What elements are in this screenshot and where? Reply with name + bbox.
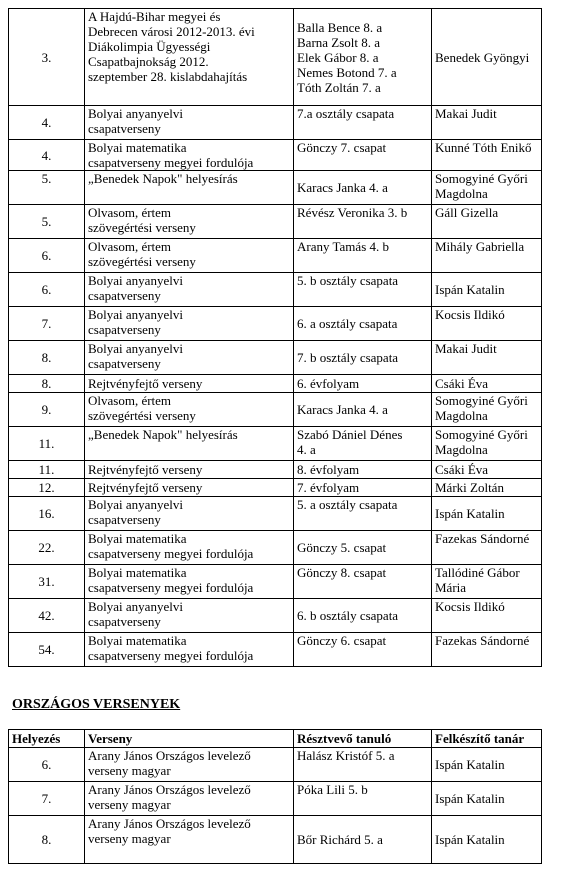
student-line: Gönczy 5. csapat <box>297 540 387 555</box>
cell-teacher <box>432 461 542 479</box>
cell-place: 8. <box>9 816 85 864</box>
cell-teacher <box>432 273 542 307</box>
cell-teacher <box>432 140 542 171</box>
competition-line: Bolyai anyanyelvi <box>88 273 183 288</box>
student-line: Karacs Janka 4. a <box>297 180 388 195</box>
table-row <box>9 633 542 667</box>
cell-teacher <box>432 633 542 667</box>
table-row <box>9 9 542 106</box>
cell-place: 5. <box>9 171 85 205</box>
cell-student <box>294 599 432 633</box>
cell-student <box>294 9 432 106</box>
header-competition: Verseny <box>85 730 294 748</box>
cell-place: 5. <box>9 205 85 239</box>
cell-competition <box>85 748 294 782</box>
teacher-line: Csáki Éva <box>435 462 489 477</box>
cell-competition <box>85 375 294 393</box>
competition-line: Csapatbajnokság 2012. <box>88 54 209 69</box>
cell-teacher <box>432 565 542 599</box>
student-line: Halász Kristóf 5. a <box>297 748 395 763</box>
competition-line: „Benedek Napok" helyesírás <box>88 171 238 186</box>
cell-place: 11. <box>9 427 85 461</box>
cell-place: 54. <box>9 633 85 667</box>
student-line: Arany Tamás 4. b <box>297 239 389 254</box>
cell-place: 16. <box>9 497 85 531</box>
cell-student <box>294 239 432 273</box>
cell-competition <box>85 393 294 427</box>
competition-line: Bolyai matematika <box>88 565 187 580</box>
header-teacher: Felkészítő tanár <box>432 730 542 748</box>
cell-teacher <box>432 782 542 816</box>
teacher-line: Ispán Katalin <box>435 757 505 772</box>
teacher-line: Makai Judit <box>435 106 497 121</box>
table-header-row <box>9 730 542 748</box>
cell-place: 22. <box>9 531 85 565</box>
header-place: Helyezés <box>9 730 85 748</box>
cell-student <box>294 633 432 667</box>
competition-line: Olvasom, értem <box>88 239 172 254</box>
cell-place: 7. <box>9 307 85 341</box>
competition-line: verseny magyar <box>88 831 171 846</box>
table-row <box>9 479 542 497</box>
cell-teacher <box>432 816 542 864</box>
cell-teacher <box>432 375 542 393</box>
competition-line: csapatverseny <box>88 614 161 629</box>
table-row <box>9 565 542 599</box>
cell-place: 8. <box>9 341 85 375</box>
student-line: 5. b osztály csapata <box>297 273 399 288</box>
cell-competition <box>85 239 294 273</box>
competition-line: csapatverseny megyei fordulója <box>88 580 254 595</box>
cell-place: 31. <box>9 565 85 599</box>
cell-competition <box>85 633 294 667</box>
teacher-line: Gáll Gizella <box>435 205 499 220</box>
cell-competition <box>85 140 294 171</box>
header-student: Résztvevő tanuló <box>294 730 432 748</box>
teacher-line: Magdolna <box>435 186 488 201</box>
table-row <box>9 427 542 461</box>
competition-line: csapatverseny megyei fordulója <box>88 648 254 663</box>
competition-line: szövegértési verseny <box>88 408 196 423</box>
cell-place: 12. <box>9 479 85 497</box>
cell-teacher <box>432 599 542 633</box>
cell-student <box>294 497 432 531</box>
cell-student <box>294 205 432 239</box>
competition-line: Arany János Országos levelező <box>88 782 251 797</box>
table-row <box>9 239 542 273</box>
student-line: 7. b osztály csapata <box>297 350 399 365</box>
competition-line: szövegértési verseny <box>88 220 196 235</box>
table-row <box>9 497 542 531</box>
teacher-line: Tallódiné Gábor <box>435 565 520 580</box>
cell-competition <box>85 171 294 205</box>
competition-line: szeptember 28. kislabdahajítás <box>88 69 248 84</box>
teacher-line: Fazekas Sándorné <box>435 531 530 546</box>
student-line: 8. évfolyam <box>297 462 360 477</box>
table-row <box>9 531 542 565</box>
competition-line: csapatverseny <box>88 288 161 303</box>
competition-line: Diákolimpia Ügyességi <box>88 39 211 54</box>
table-row <box>9 748 542 782</box>
student-line: 4. a <box>297 442 316 457</box>
cell-teacher <box>432 9 542 106</box>
teacher-line: Ispán Katalin <box>435 506 505 521</box>
competition-line: Bolyai anyanyelvi <box>88 341 183 356</box>
student-line: Szabó Dániel Dénes <box>297 427 403 442</box>
cell-competition <box>85 9 294 106</box>
teacher-line: Benedek Gyöngyi <box>435 49 530 65</box>
cell-place: 6. <box>9 239 85 273</box>
competition-line: csapatverseny <box>88 121 161 136</box>
teacher-line: Magdolna <box>435 442 488 457</box>
competition-line: Debrecen városi 2012-2013. évi <box>88 24 255 39</box>
cell-competition <box>85 461 294 479</box>
cell-student <box>294 816 432 864</box>
cell-student <box>294 106 432 140</box>
competition-line: Rejtvényfejtő verseny <box>88 462 203 477</box>
cell-competition <box>85 599 294 633</box>
national-table-body <box>9 748 542 864</box>
cell-competition <box>85 531 294 565</box>
cell-place: 42. <box>9 599 85 633</box>
table-row <box>9 341 542 375</box>
cell-competition <box>85 782 294 816</box>
table-row <box>9 393 542 427</box>
teacher-line: Ispán Katalin <box>435 791 505 806</box>
cell-student <box>294 748 432 782</box>
student-line: Gönczy 7. csapat <box>297 140 387 155</box>
cell-teacher <box>432 106 542 140</box>
competition-line: Olvasom, értem <box>88 393 172 408</box>
cell-teacher <box>432 427 542 461</box>
teacher-line: Somogyiné Győri <box>435 393 528 408</box>
table-row <box>9 171 542 205</box>
teacher-line: Makai Judit <box>435 341 497 356</box>
student-line: Karacs Janka 4. a <box>297 402 388 417</box>
teacher-line: Kunné Tóth Enikő <box>435 140 532 155</box>
cell-teacher <box>432 497 542 531</box>
competition-line: Rejtvényfejtő verseny <box>88 480 203 495</box>
cell-teacher <box>432 479 542 497</box>
cell-competition <box>85 106 294 140</box>
table-row <box>9 140 542 171</box>
competition-line: A Hajdú-Bihar megyei és <box>88 9 221 24</box>
cell-place: 6. <box>9 748 85 782</box>
student-line: Nemes Botond 7. a <box>297 64 397 80</box>
cell-student <box>294 140 432 171</box>
competition-line: csapatverseny <box>88 322 161 337</box>
results-table <box>8 8 542 667</box>
cell-teacher <box>432 341 542 375</box>
cell-student <box>294 341 432 375</box>
teacher-line: Márki Zoltán <box>435 480 504 495</box>
cell-student <box>294 479 432 497</box>
cell-student <box>294 307 432 341</box>
competition-line: Olvasom, értem <box>88 205 172 220</box>
student-line: 6. évfolyam <box>297 376 360 391</box>
table-row <box>9 461 542 479</box>
competition-line: Bolyai anyanyelvi <box>88 307 183 322</box>
cell-place: 4. <box>9 106 85 140</box>
competition-line: verseny magyar <box>88 797 171 812</box>
table-row <box>9 599 542 633</box>
table-row <box>9 307 542 341</box>
cell-student <box>294 782 432 816</box>
competition-line: szövegértési verseny <box>88 254 196 269</box>
teacher-line: Somogyiné Győri <box>435 171 528 186</box>
table-row <box>9 782 542 816</box>
student-line: Póka Lili 5. b <box>297 782 368 797</box>
cell-teacher <box>432 393 542 427</box>
student-line: Balla Bence 8. a <box>297 19 383 35</box>
cell-competition <box>85 479 294 497</box>
table-row <box>9 205 542 239</box>
cell-place: 8. <box>9 375 85 393</box>
cell-student <box>294 171 432 205</box>
student-line: 5. a osztály csapata <box>297 497 398 512</box>
cell-teacher <box>432 531 542 565</box>
cell-student <box>294 273 432 307</box>
teacher-line: Magdolna <box>435 408 488 423</box>
cell-teacher <box>432 205 542 239</box>
table-row <box>9 816 542 864</box>
teacher-line: Kocsis Ildikó <box>435 599 505 614</box>
competition-line: Bolyai anyanyelvi <box>88 106 183 121</box>
cell-teacher <box>432 239 542 273</box>
student-line: 6. a osztály csapata <box>297 316 398 331</box>
student-line: Barna Zsolt 8. a <box>297 34 381 50</box>
student-line: 6. b osztály csapata <box>297 608 399 623</box>
cell-teacher <box>432 171 542 205</box>
cell-teacher <box>432 307 542 341</box>
competition-line: Arany János Országos levelező <box>88 816 251 831</box>
competition-line: verseny magyar <box>88 763 171 778</box>
table-row <box>9 273 542 307</box>
cell-student <box>294 375 432 393</box>
national-results-table <box>8 729 542 864</box>
competition-line: Bolyai anyanyelvi <box>88 497 183 512</box>
teacher-line: Mária <box>435 580 467 595</box>
cell-competition <box>85 273 294 307</box>
cell-teacher <box>432 748 542 782</box>
student-line: 7.a osztály csapata <box>297 106 395 121</box>
student-line: Bőr Richárd 5. a <box>297 832 383 847</box>
cell-place: 11. <box>9 461 85 479</box>
competition-line: Bolyai matematika <box>88 633 187 648</box>
student-line: Tóth Zoltán 7. a <box>297 79 381 95</box>
cell-student <box>294 393 432 427</box>
competition-line: csapatverseny megyei fordulója <box>88 155 254 170</box>
cell-competition <box>85 816 294 864</box>
cell-competition <box>85 565 294 599</box>
student-line: Gönczy 8. csapat <box>297 565 387 580</box>
competition-line: Bolyai anyanyelvi <box>88 599 183 614</box>
cell-place: 9. <box>9 393 85 427</box>
competition-line: Rejtvényfejtő verseny <box>88 376 203 391</box>
competition-line: csapatverseny <box>88 512 161 527</box>
teacher-line: Fazekas Sándorné <box>435 633 530 648</box>
teacher-line: Kocsis Ildikó <box>435 307 505 322</box>
competition-line: Bolyai matematika <box>88 531 187 546</box>
teacher-line: Mihály Gabriella <box>435 239 525 254</box>
cell-competition <box>85 205 294 239</box>
cell-student <box>294 565 432 599</box>
cell-place: 6. <box>9 273 85 307</box>
competition-line: Bolyai matematika <box>88 140 187 155</box>
student-line: Gönczy 6. csapat <box>297 633 387 648</box>
cell-competition <box>85 427 294 461</box>
cell-competition <box>85 307 294 341</box>
student-line: Révész Veronika 3. b <box>297 205 408 220</box>
student-line: 7. évfolyam <box>297 480 360 495</box>
teacher-line: Somogyiné Győri <box>435 427 528 442</box>
teacher-line: Ispán Katalin <box>435 282 505 297</box>
cell-competition <box>85 497 294 531</box>
cell-student <box>294 461 432 479</box>
cell-place: 7. <box>9 782 85 816</box>
cell-student <box>294 427 432 461</box>
teacher-line: Ispán Katalin <box>435 832 505 847</box>
results-table-body <box>9 9 542 667</box>
teacher-line: Csáki Éva <box>435 376 489 391</box>
cell-student <box>294 531 432 565</box>
cell-place: 3. <box>9 9 85 106</box>
competition-line: csapatverseny megyei fordulója <box>88 546 254 561</box>
student-line: Elek Gábor 8. a <box>297 49 379 65</box>
section-title: ORSZÁGOS VERSENYEK <box>12 697 181 712</box>
cell-competition <box>85 341 294 375</box>
competition-line: „Benedek Napok" helyesírás <box>88 427 238 442</box>
cell-place: 4. <box>9 140 85 171</box>
table-row <box>9 375 542 393</box>
competition-line: csapatverseny <box>88 356 161 371</box>
table-row <box>9 106 542 140</box>
competition-line: Arany János Országos levelező <box>88 748 251 763</box>
